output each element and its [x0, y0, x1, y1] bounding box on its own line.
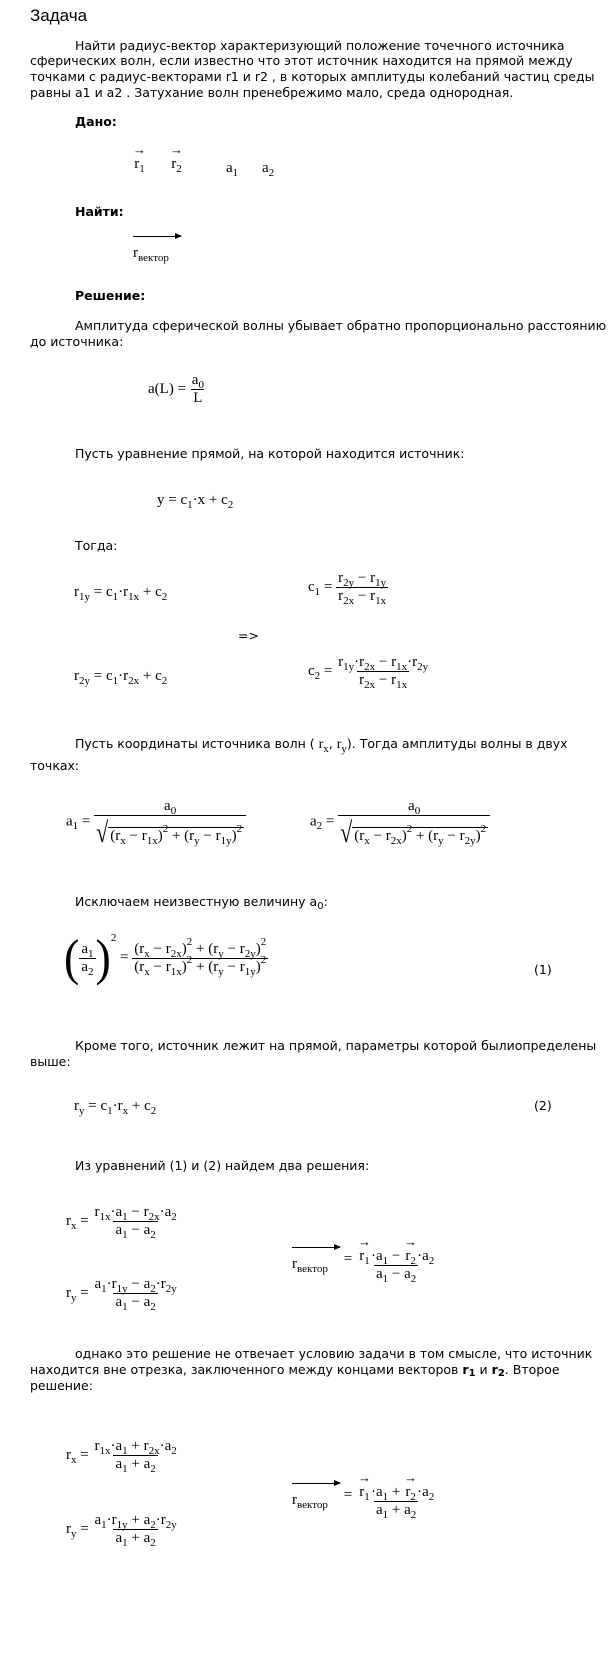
eq-r2y: $r_{2y} = c_1\cdot r_{2x} + c_2$ — [74, 668, 168, 687]
eq-r1y: $r_{1y} = c_1\cdot r_{1x} + c_2$ — [74, 584, 168, 603]
given-r2-vector: → $r_2$ — [170, 142, 183, 175]
problem-line-2: сферических волн, если известно что этот источник находится на прямой между — [30, 53, 573, 68]
however-line-2: находится вне отрезка, заключенного между концами векторов r1 и r2. Второе — [30, 1362, 560, 1379]
coords-line-2: точках: — [30, 758, 80, 773]
problem-line-3: точками с радиус-векторами r1 и r2 , в которых амплитуды колебаний частиц среды — [30, 69, 595, 84]
besides-line-2: выше: — [30, 1054, 71, 1069]
page-title: Задача — [30, 6, 88, 25]
exclude-text: Исключаем неизвестную величину $a_0$: — [75, 894, 328, 912]
solution1-r-vector: $r_{вектор}$ = → $r_1$ $\cdot a_1$ − → $r_2$ $\cdot a_2$ $a_1 - a_2$ — [292, 1234, 435, 1285]
problem-line-4: равны a1 и a2 . Затухание волн пренебрежимо мало, среда однородная. — [30, 85, 514, 100]
implies-arrow: => — [238, 628, 259, 643]
solution2-ry: $r_y$ = $\frac{a_1\cdot r_{1y} + a_2\cdot r_{2y}}{a_1 + a_2}$ — [66, 1512, 177, 1549]
eq-a2-amplitude: $a_2$ = $\frac{a_0}{√ (r_x - r_{2x})^2 + (r_y - r_{2y})^2}$ — [310, 798, 490, 846]
eq-c2: $c_2$ = $\frac{r_{1y}\cdot r_{2x} - r_{1x}\cdot r_{2y}}{r_{2x} - r_{1x}}$ — [308, 654, 429, 691]
find-r-vector: $r_{вектор}$ — [133, 236, 181, 262]
amplitude-formula: a(L) = $\frac{a_0}{L}$ — [148, 372, 204, 406]
amplitude-line-2: до источника: — [30, 334, 124, 349]
given-a2: $a_2$ — [262, 160, 275, 179]
eq-number-1: (1) — [534, 962, 552, 977]
eq-2-line: $r_y = c_1\cdot r_x + c_2$ — [74, 1098, 157, 1117]
however-line-3: решение: — [30, 1378, 93, 1393]
line-equation-text: Пусть уравнение прямой, на которой находится источник: — [75, 446, 465, 461]
given-label: Дано: — [75, 114, 117, 129]
solution2-rx: $r_x$ = $\frac{r_{1x}\cdot a_1 + r_{2x}\cdot a_2}{a_1 + a_2}$ — [66, 1438, 177, 1475]
solution2-r-vector: $r_{вектор}$ = → $r_1$ $\cdot a_1$ + → $r_2$ $\cdot a_2$ $a_1 + a_2$ — [292, 1470, 435, 1521]
solution-label: Решение: — [75, 288, 146, 303]
eq-1-ratio: ( $\frac{a_1}{a_2}$ )$^2$ = $\frac{(r_x - r_{2x})^2 + (r_y - r_{2y})^2}{(r_x - r_{1x})^2 + (r_y - r_{1y})^2}$ — [64, 929, 267, 986]
amplitude-line-1: Амплитуда сферической волны убывает обратно пропорционально расстоянию — [75, 318, 607, 333]
eq-c1: $c_1$ = $\frac{r_{2y} - r_{1y}}{r_{2x} - r_{1x}}$ — [308, 570, 387, 607]
however-line-1: однако это решение не отвечает условию задачи в том смысле, что источник — [75, 1346, 593, 1361]
find-label: Найти: — [75, 204, 124, 219]
problem-line-1: Найти радиус-вектор характеризующий положение точечного источника — [75, 38, 565, 53]
line-equation: $y = c_1\cdot x + c_2$ — [157, 492, 234, 511]
given-a1: $a_1$ — [226, 160, 239, 179]
eq-number-2: (2) — [534, 1098, 552, 1113]
solution1-ry: $r_y$ = $\frac{a_1\cdot r_{1y} - a_2\cdot r_{2y}}{a_1 - a_2}$ — [66, 1276, 177, 1313]
besides-line-1: Кроме того, источник лежит на прямой, параметры которой былиопределены — [75, 1038, 597, 1053]
eq-a1-amplitude: $a_1$ = $\frac{a_0}{√ (r_x - r_{1x})^2 + (r_y - r_{1y})^2}$ — [66, 798, 246, 846]
from-equations-text: Из уравнений (1) и (2) найдем два решения: — [75, 1158, 370, 1173]
given-r1-vector: → $r_1$ — [133, 142, 146, 175]
solution1-rx: $r_x$ = $\frac{r_{1x}\cdot a_1 - r_{2x}\cdot a_2}{a_1 - a_2}$ — [66, 1204, 177, 1241]
then-text: Тогда: — [75, 538, 118, 553]
coords-line-1: Пусть координаты источника волн ( $r_x$, $r_y$). Тогда амплитуды волны в двух — [75, 736, 568, 755]
